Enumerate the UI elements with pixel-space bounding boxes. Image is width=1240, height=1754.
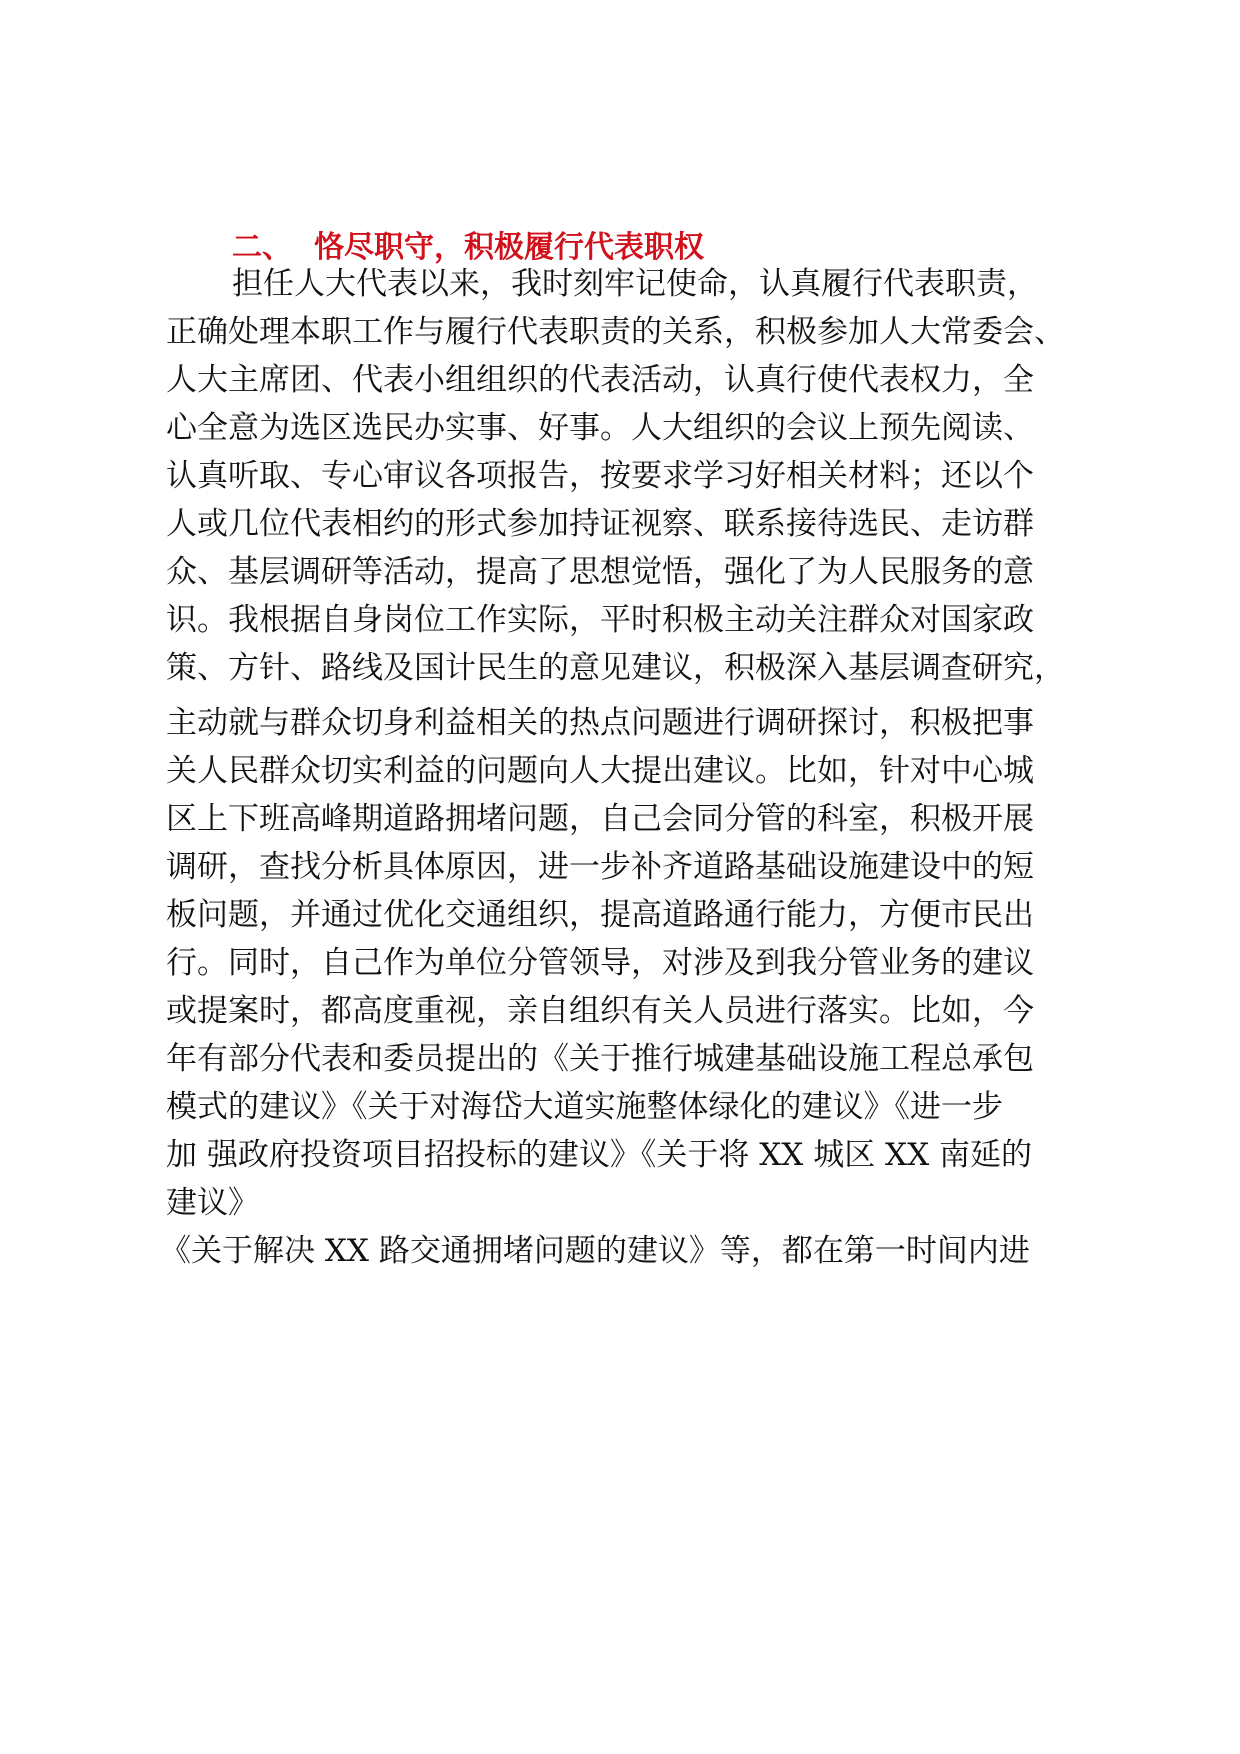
paragraph-line: 加 强政府投资项目招投标的建议》《关于将 XX 城区 XX 南延的 [166,1137,1033,1173]
paragraph-line: 调研，查找分析具体原因，进一步补齐道路基础设施建设中的短 [166,849,1034,885]
paragraph-line: 人大主席团、代表小组组织的代表活动，认真行使代表权力，全 [166,362,1034,398]
paragraph-line: 正确处理本职工作与履行代表职责的关系，积极参加人大常委会、 [166,314,1065,350]
paragraph-line: 《关于解决 XX 路交通拥堵问题的建议》等，都在第一时间内进 [160,1233,1030,1269]
section-number: 二、 [232,230,292,265]
paragraph-line: 认真听取、专心审议各项报告，按要求学习好相关材料；还以个 [166,458,1034,494]
paragraph-line: 心全意为选区选民办实事、好事。人大组织的会议上预先阅读、 [166,410,1034,446]
paragraph-line: 关人民群众切实利益的问题向人大提出建议。比如，针对中心城 [166,753,1034,789]
paragraph-line: 区上下班高峰期道路拥堵问题，自己会同分管的科室，积极开展 [166,801,1034,837]
paragraph-line: 板问题，并通过优化交通组织，提高道路通行能力，方便市民出 [166,897,1034,933]
paragraph-line: 担任人大代表以来，我时刻牢记使命，认真履行代表职责， [232,266,1038,302]
paragraph-line: 众、基层调研等活动，提高了思想觉悟，强化了为人民服务的意 [166,554,1034,590]
paragraph-line: 主动就与群众切身利益相关的热点问题进行调研探讨，积极把事 [166,705,1034,741]
paragraph-line: 建议》 [166,1185,259,1221]
paragraph-line: 识。我根据自身岗位工作实际，平时积极主动关注群众对国家政 [166,602,1034,638]
paragraph-line: 策、方针、路线及国计民生的意见建议，积极深入基层调查研究， [166,650,1065,686]
section-title: 恪尽职守，积极履行代表职权 [314,230,704,265]
paragraph-line: 人或几位代表相约的形式参加持证视察、联系接待选民、走访群 [166,506,1034,542]
section-heading [232,228,704,268]
paragraph-line: 年有部分代表和委员提出的《关于推行城建基础设施工程总承包 [166,1041,1034,1077]
paragraph-line: 或提案时，都高度重视，亲自组织有关人员进行落实。比如，今 [166,993,1034,1029]
paragraph-line: 行。同时，自己作为单位分管领导，对涉及到我分管业务的建议 [166,945,1034,981]
paragraph-line: 模式的建议》《关于对海岱大道实施整体绿化的建议》《进一步 [166,1089,1003,1125]
